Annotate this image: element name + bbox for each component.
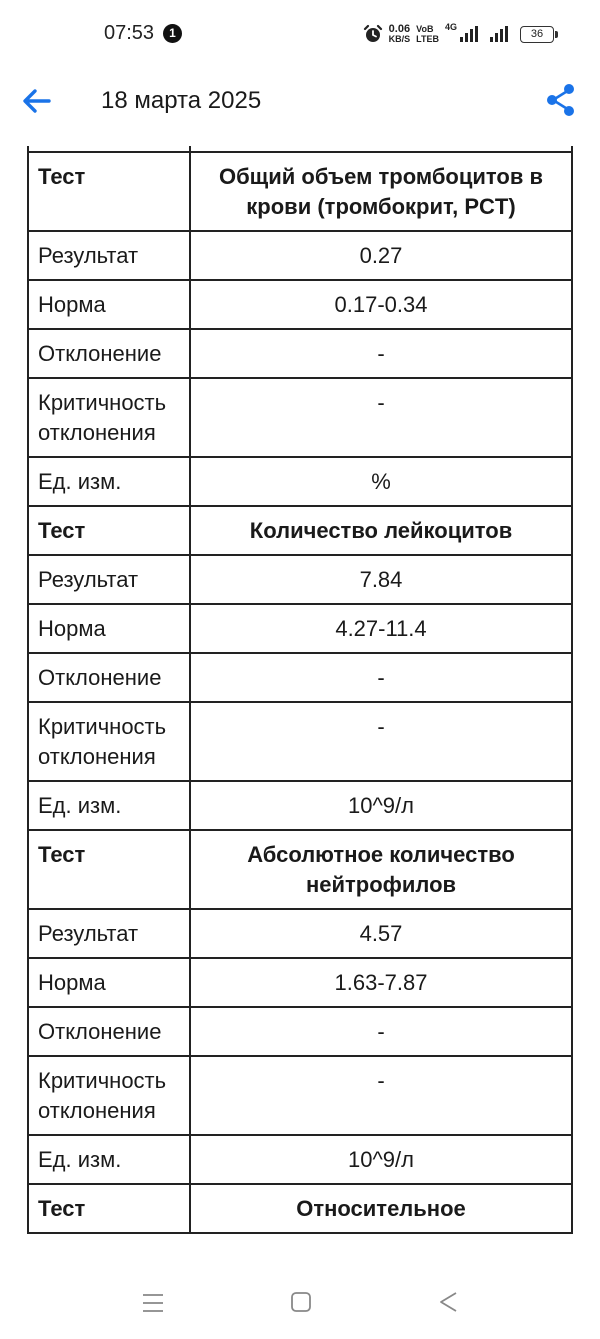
row-value: - <box>190 1056 572 1135</box>
table-row <box>28 702 572 781</box>
row-label: Результат <box>28 555 190 604</box>
row-value: - <box>190 1007 572 1056</box>
row-value: Общий объем тромбоцитов в крови (тромбокрит, PCT) <box>190 152 572 231</box>
table-row <box>28 378 572 457</box>
table-row <box>28 1007 572 1056</box>
volte-top-label: VoB <box>416 24 434 34</box>
menu-icon[interactable] <box>140 1291 166 1315</box>
row-label: Ед. изм. <box>28 781 190 830</box>
row-value: 1.63-7.87 <box>190 958 572 1007</box>
row-label: Результат <box>28 231 190 280</box>
table-row <box>28 653 572 702</box>
row-value: 4.57 <box>190 909 572 958</box>
network-speed-value: 0.06 <box>388 23 411 35</box>
row-value: Абсолютное количество нейтрофилов <box>190 830 572 909</box>
row-label: Тест <box>28 830 190 909</box>
network-speed <box>389 24 411 44</box>
notification-count-badge: 1 <box>163 24 182 43</box>
signal-strength-icon <box>460 26 478 42</box>
row-value: Количество лейкоцитов <box>190 506 572 555</box>
volte-bottom-label: LTEB <box>416 34 439 44</box>
row-label: Ед. изм. <box>28 457 190 506</box>
row-value: 7.84 <box>190 555 572 604</box>
row-label: Критичность отклонения <box>28 702 190 781</box>
row-value: 0.17-0.34 <box>190 280 572 329</box>
row-value: 10^9/л <box>190 1135 572 1184</box>
row-value: - <box>190 329 572 378</box>
row-label: Норма <box>28 958 190 1007</box>
share-icon[interactable] <box>544 82 578 118</box>
network-type-label: 4G <box>444 22 457 32</box>
row-label: Норма <box>28 280 190 329</box>
row-label: Тест <box>28 506 190 555</box>
row-label: Отклонение <box>28 1007 190 1056</box>
battery-icon: 36 <box>520 26 554 43</box>
row-value: - <box>190 653 572 702</box>
row-label: Критичность отклонения <box>28 1056 190 1135</box>
table-row <box>28 457 572 506</box>
results-content[interactable] <box>0 146 600 1267</box>
table-row <box>28 280 572 329</box>
test-header-row <box>28 830 572 909</box>
row-value: 4.27-11.4 <box>190 604 572 653</box>
alarm-clock-icon <box>363 24 383 44</box>
table-row <box>28 909 572 958</box>
system-nav-bar <box>0 1267 600 1339</box>
row-label: Результат <box>28 909 190 958</box>
test-header-row <box>28 152 572 231</box>
table-row <box>28 958 572 1007</box>
test-header-row <box>28 1184 572 1233</box>
home-square-icon[interactable] <box>290 1291 312 1313</box>
app-header <box>0 72 600 130</box>
table-row <box>28 781 572 830</box>
row-label: Отклонение <box>28 329 190 378</box>
lab-results-table <box>27 146 573 1234</box>
row-value: 0.27 <box>190 231 572 280</box>
table-row <box>28 329 572 378</box>
signal-strength-icon-2 <box>490 26 508 42</box>
status-bar <box>0 0 600 70</box>
row-label: Норма <box>28 604 190 653</box>
table-row <box>28 604 572 653</box>
row-value: % <box>190 457 572 506</box>
row-label: Тест <box>28 152 190 231</box>
table-row <box>28 555 572 604</box>
arrow-left-icon[interactable] <box>18 82 56 120</box>
page-title: 18 марта 2025 <box>101 87 262 114</box>
test-header-row <box>28 506 572 555</box>
row-label: Тест <box>28 1184 190 1233</box>
table-row <box>28 1135 572 1184</box>
row-value: - <box>190 702 572 781</box>
row-label: Отклонение <box>28 653 190 702</box>
row-label: Ед. изм. <box>28 1135 190 1184</box>
back-triangle-icon[interactable] <box>437 1290 461 1314</box>
network-speed-unit: KB/S <box>388 34 411 44</box>
table-row <box>28 231 572 280</box>
row-value: Относительное <box>190 1184 572 1233</box>
row-value: - <box>190 378 572 457</box>
volte-indicator <box>416 24 439 44</box>
row-value: 10^9/л <box>190 781 572 830</box>
table-row <box>28 1056 572 1135</box>
status-time: 07:53 <box>104 22 155 44</box>
status-icons <box>363 22 554 46</box>
row-label: Критичность отклонения <box>28 378 190 457</box>
